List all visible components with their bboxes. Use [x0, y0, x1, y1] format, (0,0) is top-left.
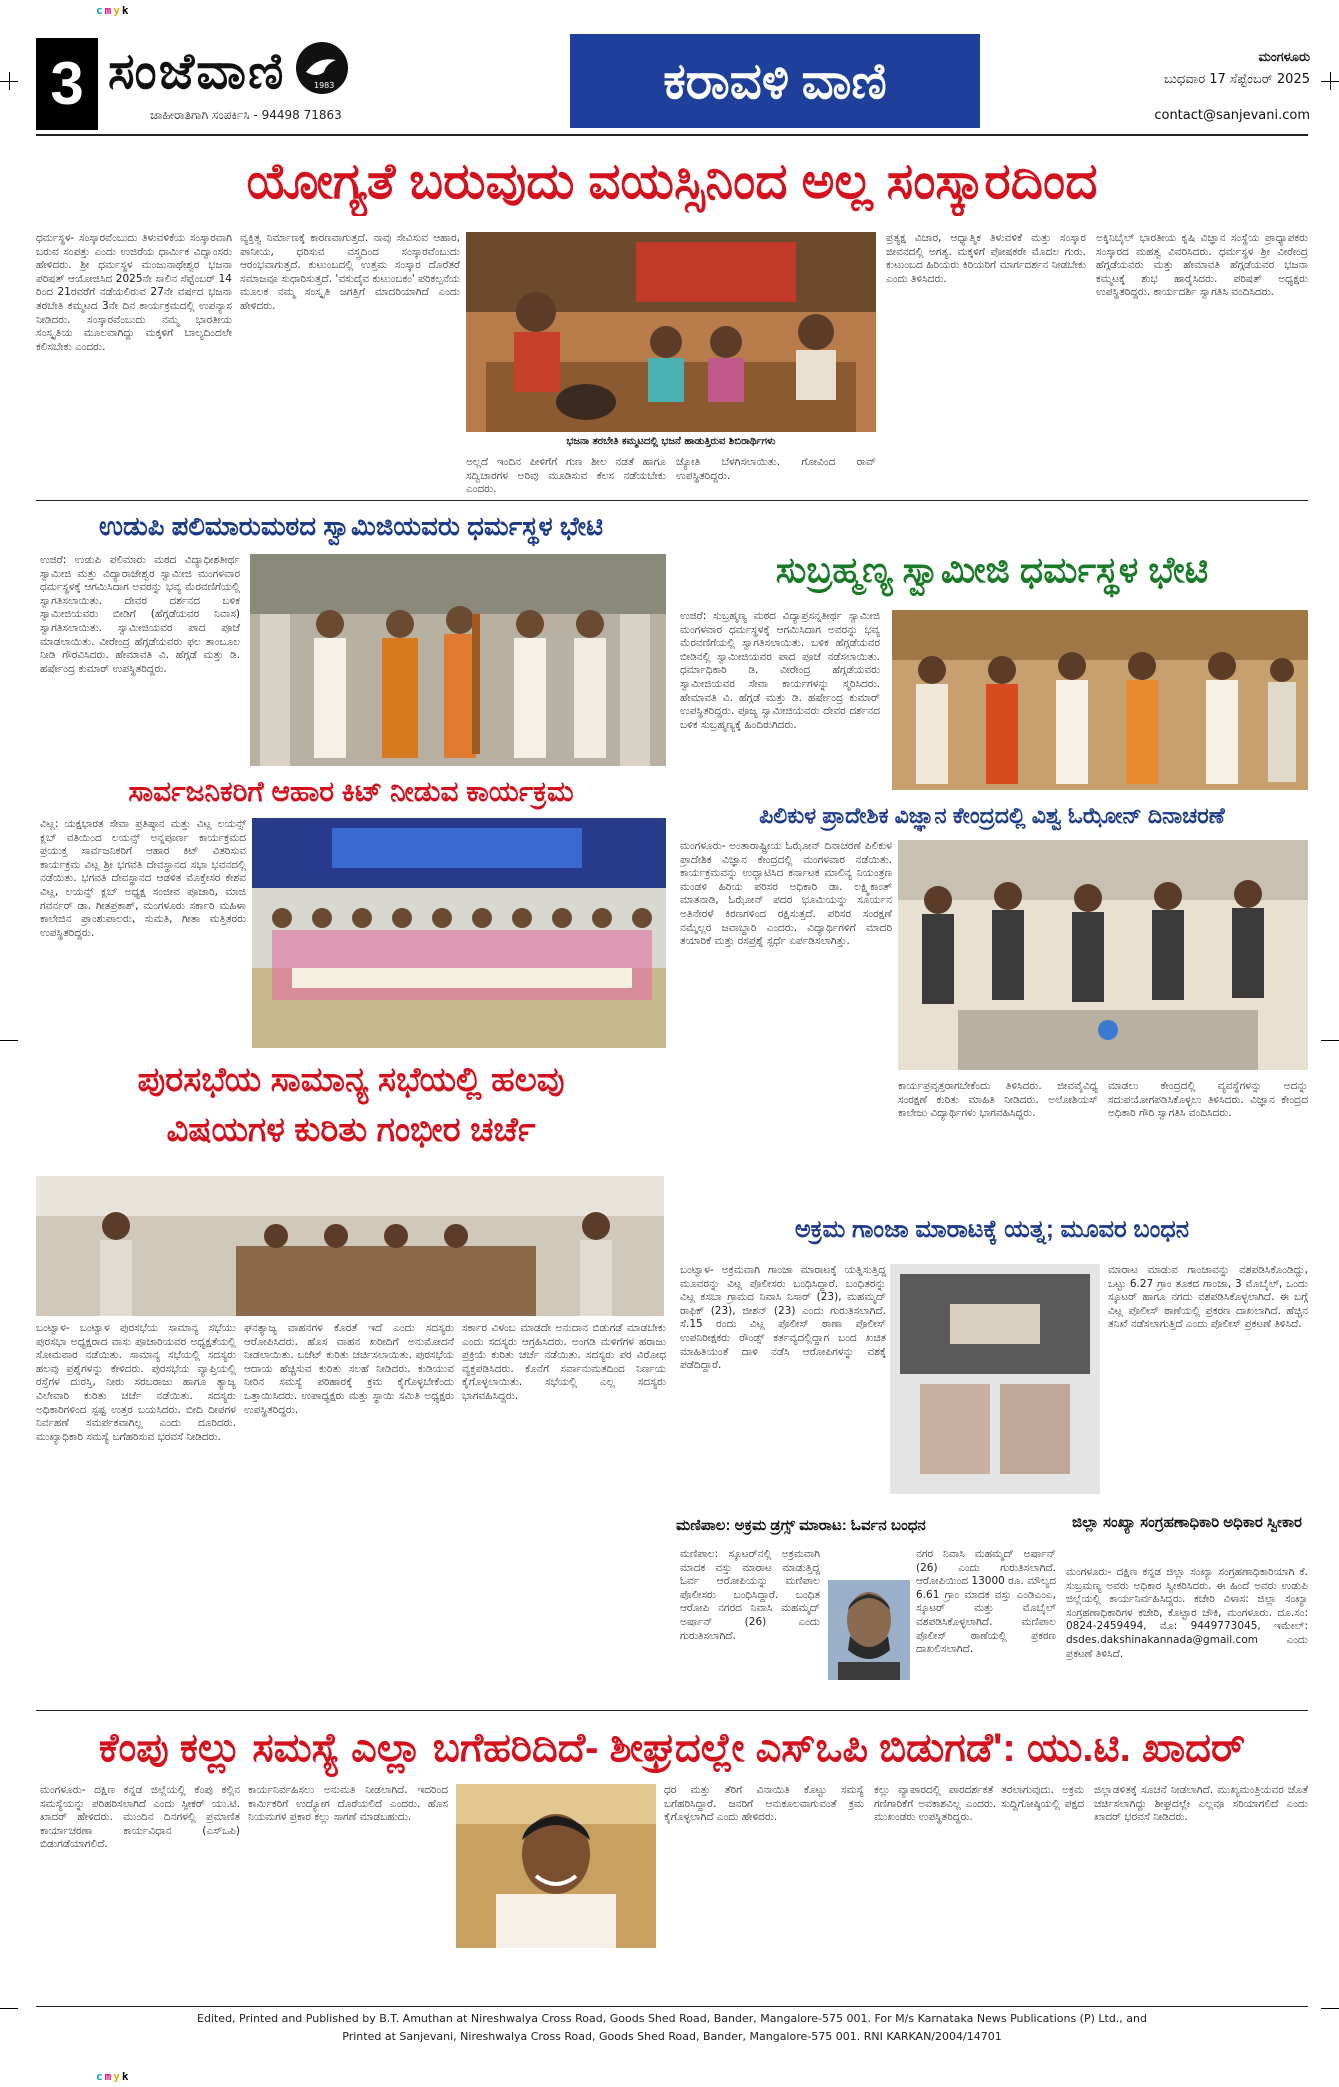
municipal-col-1: ಬಂಟ್ವಾಳ- ಬಂಟ್ವಾಳ ಪುರಸಭೆಯ ಸಾಮಾನ್ಯ ಸಭೆಯು ಪುರಸಭಾ ಅಧ್ಯಕ್ಷರಾದ ವಾಸು ಪೂಜಾರಿಯವರ ಅಧ್ಯಕ್ಷತೆಯಲ್ಲಿ ಸೋಮವಾರ ನಡೆಯಿತು. ಸಾಮಾನ್ಯ ಸಭೆಯಲ್ಲಿ ಸದಸ್ಯರು ಹಲವು ಪ್ರಶ್ನೆಗಳನ್ನು ಕೇಳಿದರು. ಪುರಸಭೆಯ ವ್ಯಾಪ್ತಿಯಲ್ಲಿ ರಸ್ತೆಗಳ ದುರಸ್ತಿ, ನೀರು ಸರಬರಾಜು ಹಾಗೂ ತ್ಯಾಜ್ಯ ವಿಲೇವಾರಿ ಕುರಿತು ಚರ್ಚೆ ನಡೆಯಿತು. ಸದಸ್ಯರು ಅಧಿಕಾರಿಗಳಿಂದ ಸ್ಪಷ್ಟ ಉತ್ತರ ಬಯಸಿದರು. ಬೀದಿ ದೀಪಗಳ ನಿರ್ವಹಣೆ ಸಮರ್ಪಕವಾಗಿಲ್ಲ ಎಂದು ದೂರಿದರು. ಮುಖ್ಯಾಧಿಕಾರಿ ಸಮಸ್ಯೆ ಬಗೆಹರಿಸುವ ಭರವಸೆ ನೀಡಿದರು.: [36, 1322, 236, 1443]
ganja-headline: ಅಕ್ರಮ ಗಾಂಜಾ ಮಾರಾಟಕ್ಕೆ ಯತ್ನ; ಮೂವರ ಬಂಧನ: [794, 1216, 1190, 1243]
khader-col-2: ಕಾರ್ಯನಿರ್ವಹಿಸಲು ಅನುಮತಿ ನೀಡಲಾಗಿದೆ. ಇದರಿಂದ ಕಾರ್ಮಿಕರಿಗೆ ಉದ್ಯೋಗ ದೊರೆಯಲಿದೆ ಎಂದರು. ಹೊಸ ನಿಯಮಗಳ ಪ್ರಕಾರ ಕಲ್ಲು ಸಾಗಣೆ ಮಾಡಬಹುದು.: [248, 1784, 448, 1824]
subrahmanya-headline: ಸುಬ್ರಹ್ಮಣ್ಯ ಸ್ವಾಮೀಜಿ ಧರ್ಮಸ್ಥಳ ಭೇಟಿ: [775, 549, 1209, 590]
municipal-headline-line1: ಪುರಸಭೆಯ ಸಾಮಾನ್ಯ ಸಭೆಯಲ್ಲಿ ಹಲವು: [137, 1061, 565, 1099]
khader-col-4: ಕಲ್ಲು ವ್ಯಾಪಾರದಲ್ಲಿ ಪಾರದರ್ಶಕತೆ ತರಲಾಗುವುದು. ಅಕ್ರಮ ಗಣಿಗಾರಿಕೆಗೆ ಅವಕಾಶವಿಲ್ಲ ಎಂದರು. ಸುದ್ದಿಗೋಷ್ಠಿಯಲ್ಲಿ ಪಕ್ಷದ ಮುಖಂಡರು ಉಪಸ್ಥಿತರಿದ್ದರು.: [874, 1784, 1084, 1824]
cmyk-top-mark: cmyk: [96, 4, 131, 17]
lead-photo-caption: ಭಜನಾ ತರಬೇತಿ ಕಮ್ಮಟದಲ್ಲಿ ಭಜನೆ ಹಾಡುತ್ತಿರುವ ಶಿಬಿರಾರ್ಥಿಗಳು: [566, 436, 776, 447]
masthead-email[interactable]: contact@sanjevani.com: [1154, 108, 1310, 123]
lead-headline: ಯೋಗ್ಯತೆ ಬರುವುದು ವಯಸ್ಸಿನಿಂದ ಅಲ್ಲ ಸಂಸ್ಕಾರದಿಂದ: [246, 153, 1098, 209]
manipal-col-2: ನಗರ ನಿವಾಸಿ ಮಹಮ್ಮದ್ ಅರ್ಷಾನ್ (26) ಎಂದು ಗುರುತಿಸಲಾಗಿದೆ. ಆರೋಪಿಯಿಂದ 13000 ರೂ. ಮೌಲ್ಯದ 6.61 ಗ್ರಾಂ ಮಾದಕ ವಸ್ತು ಎಂಡಿಎಂಎ, ಸ್ಕೂಟರ್ ಮತ್ತು ಮೊಬೈಲ್ ವಶಪಡಿಸಿಕೊಳ್ಳಲಾಗಿದೆ. ಮಣಿಪಾಲ ಪೊಲೀಸ್ ಠಾಣೆಯಲ್ಲಿ ಪ್ರಕರಣ ದಾಖಲಿಸಲಾಗಿದೆ.: [916, 1548, 1056, 1656]
khader-top-rule: [36, 1710, 1308, 1711]
manipal-accused-photo: [828, 1580, 910, 1680]
lead-photo-bhajan: [466, 232, 876, 432]
lead-col-3-below: ಅಲ್ಲದೆ ಇಂದಿನ ಪೀಳಿಗೆಗೆ ಗುಣ ಶೀಲ ನಡತೆ ಹಾಗೂ ಸದ್ವಿಚಾರಗಳ ಅರಿವು ಮೂಡಿಸುವ ಕೆಲಸ ನಡೆಯಬೇಕು ಎಂದರು.: [466, 456, 666, 496]
ganja-photo: [890, 1264, 1100, 1494]
municipal-photo: [36, 1176, 664, 1316]
footer-rule: [36, 2006, 1308, 2007]
edition-banner: [570, 34, 980, 128]
masthead-rule: [36, 134, 1308, 136]
kit-photo: [252, 818, 666, 1048]
masthead-date: ಬುಧವಾರ 17 ಸೆಪ್ಟೆಂಬರ್ 2025: [1163, 72, 1310, 87]
khader-col-1: ಮಂಗಳೂರು- ದಕ್ಷಿಣ ಕನ್ನಡ ಜಿಲ್ಲೆಯಲ್ಲಿ ಕೆಂಪು ಕಲ್ಲಿನ ಸಮಸ್ಯೆಯನ್ನು ಪರಿಹರಿಸಲಾಗಿದೆ ಎಂದು ಸ್ಪೀಕರ್ ಯು.ಟಿ. ಖಾದರ್ ಹೇಳಿದರು. ಮುಂದಿನ ದಿನಗಳಲ್ಲಿ ಪ್ರಮಾಣಿತ ಕಾರ್ಯಾಚರಣಾ ಕಾರ್ಯವಿಧಾನ (ಎಸ್‌ಒಪಿ) ಬಿಡುಗಡೆಯಾಗಲಿದೆ.: [40, 1784, 240, 1851]
lead-col-2: ವ್ಯಕ್ತಿತ್ವ ನಿರ್ಮಾಣಕ್ಕೆ ಕಾರಣವಾಗುತ್ತದೆ. ನಾವು ಸೇವಿಸುವ ಆಹಾರ, ಪಾನೀಯ, ಧರಿಸುವ ವಸ್ತ್ರದಿಂದ ಸಂಸ್ಕಾರವೆಂಬುದು ಆರಂಭವಾಗುತ್ತದೆ. ಕುಟುಂಬದಲ್ಲಿ ಉತ್ತಮ ಸಂಸ್ಕಾರ ದೊರೆತರೆ ಸಮಾಜವೂ ಸುಧಾರಿಸುತ್ತದೆ. 'ವಸುದೈವ ಕುಟುಂಬಕಂ' ಪರಿಕಲ್ಪನೆಯ ಮೂಲಕ ನಮ್ಮ ಸಂಸ್ಕೃತಿ ಜಗತ್ತಿಗೆ ಮಾದರಿಯಾಗಿದೆ ಎಂದು ಹೇಳಿದರು.: [240, 232, 460, 312]
kit-text: ವಿಟ್ಲ: ಯಕ್ಷಭಾರತ ಸೇವಾ ಪ್ರತಿಷ್ಠಾನ ಮತ್ತು ವಿಟ್ಲ ಲಯನ್ಸ್ ಕ್ಲಬ್ ವತಿಯಿಂದ ಲಯನ್ಸ್ ಅನ್ನಪೂರ್ಣ ಕಾರ್ಯಕ್ರಮದ ಪ್ರಯುಕ್ತ ಸಾರ್ವಜನಿಕರಿಗೆ ಆಹಾರ ಕಿಟ್ ವಿತರಿಸುವ ಕಾರ್ಯಕ್ರಮ ವಿಟ್ಲ ಶ್ರೀ ಭಗವತಿ ದೇವಸ್ಥಾನದ ಸಭಾ ಭವನದಲ್ಲಿ ನಡೆಯಿತು. ಭಗವತಿ ದೇವಸ್ಥಾನದ ಆಡಳಿತ ಮೊಕ್ತೇಸರ ಕೇಶವ ವಿಟ್ಲ, ಲಯನ್ಸ್ ಕ್ಲಬ್ ಅಧ್ಯಕ್ಷ ಸಂಜೀವ ಪೂಜಾರಿ, ಮಾಜಿ ಗವರ್ನರ್ ಡಾ. ಗೀತಪ್ರಕಾಶ್, ಮಂಗಳೂರು ಸರ್ಕಾರಿ ಮಹಿಳಾ ಕಾಲೇಜಿನ ಪ್ರಾಂಶುಪಾಲರು, ಸುಮತಿ, ಗೀತಾ ಮತ್ತಿತರರು ಉಪಸ್ಥಿತರಿದ್ದರು.: [40, 818, 246, 939]
lead-col-4-below: ಜ್ಯೋತಿ ಬೆಳಗಿಸಲಾಯಿತು. ಗೋವಿಂದ ರಾವ್ ಉಪಸ್ಥಿತರಿದ್ದರು.: [676, 456, 876, 482]
khader-headline: ಕೆಂಪು ಕಲ್ಲು ಸಮಸ್ಯೆ ಎಲ್ಲಾ ಬಗೆಹರಿದಿದೆ- ಶೀಘ್ರದಲ್ಲೇ ಎಸ್‌ಒಪಿ ಬಿಡುಗಡೆ': ಯು.ಟಿ. ಖಾದರ್: [98, 1726, 1246, 1770]
lead-bottom-rule: [36, 500, 1308, 501]
cmyk-bottom-mark: cmyk: [96, 2070, 131, 2083]
khader-col-3: ಧರ ಮತ್ತು ತೆರಿಗೆ ವಿನಾಯಿತಿ ಕೊಟ್ಟು ಸಮಸ್ಯೆ ಬಗೆಹರಿಸಿದ್ದಾರೆ. ಜನರಿಗೆ ಅನುಕೂಲವಾಗುವಂತೆ ಕ್ರಮ ಕೈಗೊಳ್ಳಲಾಗಿದೆ ಎಂದು ಹೇಳಿದರು.: [664, 1784, 864, 1824]
khader-photo: [456, 1784, 656, 1948]
pilikula-col-2: ಕಾರ್ಯಪ್ರವೃತ್ತರಾಗಬೇಕೆಂದು ತಿಳಿಸಿದರು. ಜೀವವೈವಿಧ್ಯ ಸಂರಕ್ಷಣೆ ಕುರಿತು ಮಾಹಿತಿ ನೀಡಿದರು. ಅಲೋಶಿಯಸ್ ಕಾಲೇಜು ವಿದ್ಯಾರ್ಥಿಗಳು ಭಾಗವಹಿಸಿದ್ದರು.: [898, 1080, 1098, 1120]
lead-col-5: ಪ್ರತ್ಯಕ್ಷ ವಿಚಾರ, ಆಧ್ಯಾತ್ಮಿಕ ತಿಳುವಳಿಕೆ ಮತ್ತು ಸಂಸ್ಕಾರ ಜೀವನದಲ್ಲಿ ಅಗತ್ಯ. ಮಕ್ಕಳಿಗೆ ಪೋಷಕರೇ ಮೊದಲ ಗುರು. ಕುಟುಂಬದ ಹಿರಿಯರು ಕಿರಿಯರಿಗೆ ಮಾರ್ಗದರ್ಶನ ನೀಡಬೇಕು ಎಂದು ತಿಳಿಸಿದರು.: [886, 232, 1086, 285]
dove-icon: [296, 42, 348, 94]
crop-mark-right-v: [1330, 72, 1331, 90]
crop-mark-left-3: [0, 2008, 18, 2009]
lead-col-1: ಧರ್ಮಸ್ಥಳ- ಸಂಸ್ಕಾರವೆಂಬುದು ತಿಳುವಳಿಕೆಯ ಸಂಸ್ಕಾರವಾಗಿ ಬರುವ ಸಂಪತ್ತು ಎಂದು ಉಜಿರೆಯ ಧಾರ್ಮಿಕ ವಿದ್ವಾಂಸರು ಹೇಳಿದರು. ಶ್ರೀ ಧರ್ಮಸ್ಥಳ ಮಂಜುನಾಥೇಶ್ವರ ಭಜನಾ ಪರಿಷತ್ ಆಯೋಜಿಸಿದ 2025ನೇ ಸಾಲಿನ ಸೆಪ್ಟೆಂಬರ್ 14 ರಿಂದ 21ರವರೆಗೆ ನಡೆಯಲಿರುವ 27ನೇ ವರ್ಷದ ಭಜನಾ ತರಬೇತಿ ಕಮ್ಮಟದ 3ನೇ ದಿನ ಕಾರ್ಯಕ್ರಮದಲ್ಲಿ ಉಪನ್ಯಾಸ ನೀಡಿದರು. ಸಂಸ್ಕಾರವೆಂಬುದು ನಮ್ಮ ಭಾರತೀಯ ಸಂಸ್ಕೃತಿಯ ಮೂಲವಾಗಿದ್ದು ಮಕ್ಕಳಿಗೆ ಬಾಲ್ಯದಿಂದಲೇ ಕಲಿಸಬೇಕು ಎಂದರು.: [36, 232, 232, 353]
footer-imprint-line-1: Edited, Printed and Published by B.T. Amuthan at Nireshwalya Cross Road, Goods Shed Road, Bander, Mangalore-575 001. For M/s Karnataka News Publications (P) Ltd., and: [197, 2012, 1147, 2025]
crop-mark-left-2: [0, 1040, 18, 1041]
crop-mark-right-2: [1321, 1040, 1339, 1041]
edition-name: ಕರಾವಳಿ ವಾಣಿ: [663, 53, 887, 109]
pilikula-headline: ಪಿಲಿಕುಳ ಪ್ರಾದೇಶಿಕ ವಿಜ್ಞಾನ ಕೇಂದ್ರದಲ್ಲಿ ವಿಶ್ವ ಓಝೋನ್ ದಿನಾಚರಣೆ: [759, 803, 1225, 828]
ad-contact-label: ಜಾಹೀರಾತಿಗಾಗಿ ಸಂಪರ್ಕಿಸಿ - 94498 71863: [150, 108, 342, 122]
municipal-col-3: ಸರ್ಕಾರ ವಿಳಂಬ ಮಾಡದೇ ಅನುದಾನ ಬಿಡುಗಡೆ ಮಾಡಬೇಕು ಎಂದು ಸದಸ್ಯರು ಆಗ್ರಹಿಸಿದರು. ಅಂಗಡಿ ಮಳಿಗೆಗಳ ಹರಾಜು ಪ್ರಕ್ರಿಯೆ ಕುರಿತು ಚರ್ಚೆ ನಡೆಯಿತು. ಸದಸ್ಯರು ಪರ ವಿರೋಧ ವ್ಯಕ್ತಪಡಿಸಿದರು. ಕೊನೆಗೆ ಸರ್ವಾನುಮತದಿಂದ ನಿರ್ಣಯ ಕೈಗೊಳ್ಳಲಾಯಿತು. ಸಭೆಯಲ್ಲಿ ಎಲ್ಲ ಸದಸ್ಯರು ಭಾಗವಹಿಸಿದ್ದರು.: [462, 1322, 666, 1402]
municipal-headline-line2: ವಿಷಯಗಳ ಕುರಿತು ಗಂಭೀರ ಚರ್ಚೆ: [166, 1111, 536, 1149]
collector-headline: ಜಿಲ್ಲಾ ಸಂಖ್ಯಾ ಸಂಗ್ರಹಣಾಧಿಕಾರಿ ಅಧಿಕಾರ ಸ್ವೀಕಾರ: [1072, 1514, 1302, 1531]
paper-name: ಸಂಜೆವಾಣಿ: [108, 43, 286, 99]
masthead-city: ಮಂಗಳೂರು: [1258, 50, 1310, 65]
pilikula-text: ಮಂಗಳೂರು- ಅಂತಾರಾಷ್ಟ್ರೀಯ ಓಝೋನ್ ದಿನಾಚರಣೆ ಪಿಲಿಕುಳ ಪ್ರಾದೇಶಿಕ ವಿಜ್ಞಾನ ಕೇಂದ್ರದಲ್ಲಿ ಮಂಗಳವಾರ ನಡೆಯಿತು. ಕಾರ್ಯಕ್ರಮವನ್ನು ಉದ್ಘಾಟಿಸಿದ ಕರ್ನಾಟಕ ಮಾಲಿನ್ಯ ನಿಯಂತ್ರಣ ಮಂಡಳಿ ಹಿರಿಯ ಪರಿಸರ ಅಧಿಕಾರಿ ಡಾ. ಲಕ್ಷ್ಮಿಕಾಂತ್ ಮಾತನಾಡಿ, ಓಝೋನ್ ಪದರ ಭೂಮಿಯನ್ನು ಸೂರ್ಯನ ಅತಿನೇರಳೆ ಕಿರಣಗಳಿಂದ ರಕ್ಷಿಸುತ್ತದೆ. ಪರಿಸರ ಸಂರಕ್ಷಣೆ ನಮ್ಮೆಲ್ಲರ ಜವಾಬ್ದಾರಿ ಎಂದರು. ವಿದ್ಯಾರ್ಥಿಗಳಿಗೆ ಮಾದರಿ ತಯಾರಿಕೆ ಮತ್ತು ರಸಪ್ರಶ್ನೆ ಸ್ಪರ್ಧೆ ಏರ್ಪಡಿಸಲಾಗಿತ್ತು.: [680, 840, 892, 948]
pilikula-photo: [898, 840, 1308, 1070]
logo-year-mark: 1983: [314, 81, 335, 90]
udupi-headline: ಉಡುಪಿ ಪಲಿಮಾರುಮಠದ ಸ್ವಾಮಿಜಿಯವರು ಧರ್ಮಸ್ಥಳ ಭೇಟಿ: [98, 511, 604, 541]
masthead-paper-logo: [108, 36, 528, 106]
ganja-col-2: ಮಾರಾಟ ಮಾಡುವ ಗಾಂಜಾವನ್ನು ವಶಪಡಿಸಿಕೊಂಡಿದ್ದು, ಒಟ್ಟು 6.27 ಗ್ರಾಂ ತೂಕದ ಗಾಂಜಾ, 3 ಮೊಬೈಲ್, ಒಂದು ಸ್ಕೂಟರ್ ಹಾಗೂ ನಗದು ವಶಪಡಿಸಿಕೊಳ್ಳಲಾಗಿದೆ. ಈ ಬಗ್ಗೆ ವಿಟ್ಲ ಪೊಲೀಸ್ ಠಾಣೆಯಲ್ಲಿ ಪ್ರಕರಣ ದಾಖಲಾಗಿದೆ. ಹೆಚ್ಚಿನ ತನಿಖೆ ನಡೆಸಲಾಗುತ್ತಿದೆ ಎಂದು ಪೊಲೀಸ್ ಪ್ರಕಟಣೆ ತಿಳಿಸಿದೆ.: [1108, 1264, 1308, 1331]
page-number: 3: [36, 38, 98, 130]
manipal-text: ಮಣಿಪಾಲ: ಸ್ಕೂಟರ್‌ನಲ್ಲಿ ಅಕ್ರಮವಾಗಿ ಮಾದಕ ವಸ್ತು ಮಾರಾಟ ಮಾಡುತ್ತಿದ್ದ ಓರ್ವ ಆರೋಪಿಯನ್ನು ಮಣಿಪಾಲ ಪೊಲೀಸರು ಬಂಧಿಸಿದ್ದಾರೆ. ಬಂಧಿತ ಆರೋಪಿ ನಗರದ ನಿವಾಸಿ ಮಹಮ್ಮದ್ ಅರ್ಷಾನ್ (26) ಎಂದು ಗುರುತಿಸಲಾಗಿದೆ.: [680, 1548, 820, 1642]
kit-headline: ಸಾರ್ವಜನಿಕರಿಗೆ ಆಹಾರ ಕಿಟ್ ನೀಡುವ ಕಾರ್ಯಕ್ರಮ: [128, 776, 574, 807]
pilikula-col-3: ಮಾಡಲು ಕೇಂದ್ರದಲ್ಲಿ ವ್ಯವಸ್ಥೆಗಳನ್ನು ಅದನ್ನು ಸದುಪಯೋಗಪಡಿಸಿಕೊಳ್ಳಲು ತಿಳಿಸಿದರು. ವಿಜ್ಞಾನ ಕೇಂದ್ರದ ಅಧಿಕಾರಿ ಗೌರಿ ಸ್ವಾಗತಿಸಿ ವಂದಿಸಿದರು.: [1108, 1080, 1308, 1120]
manipal-headline: ಮಣಿಪಾಲ: ಅಕ್ರಮ ಡ್ರಗ್ಸ್ ಮಾರಾಟ: ಓರ್ವನ ಬಂಧನ: [676, 1517, 926, 1534]
crop-mark-right-3: [1321, 2008, 1339, 2009]
ganja-text: ಬಂಟ್ವಾಳ- ಅಕ್ರಮವಾಗಿ ಗಾಂಜಾ ಮಾರಾಟಕ್ಕೆ ಯತ್ನಿಸುತ್ತಿದ್ದ ಮೂವರನ್ನು ವಿಟ್ಲ ಪೊಲೀಸರು ಬಂಧಿಸಿದ್ದಾರೆ. ಬಂಧಿತರನ್ನು ವಿಟ್ಲ ಕಸಬಾ ಗ್ರಾಮದ ನಿವಾಸಿ ನಿಸಾರ್ (23), ಮಹಮ್ಮದ್ ರಾಫಿಕ್ (23), ಜೀಶನ್ (23) ಎಂದು ಗುರುತಿಸಲಾಗಿದೆ. ಸೆ.15 ರಂದು ವಿಟ್ಲ ಪೊಲೀಸ್ ಠಾಣಾ ಪೊಲೀಸ್ ಉಪನಿರೀಕ್ಷಕರು ರೌಂಡ್ಸ್ ಕರ್ತವ್ಯದಲ್ಲಿದ್ದಾಗ ಬಂದ ಖಚಿತ ಮಾಹಿತಿಯಂತೆ ದಾಳಿ ನಡೆಸಿ ಆರೋಪಿಗಳನ್ನು ವಶಕ್ಕೆ ಪಡೆದಿದ್ದಾರೆ.: [680, 1264, 886, 1372]
footer-imprint-line-2: Printed at Sanjevani, Nireshwalya Cross Road, Goods Shed Road, Bander, Mangalore-575 001. RNI KARKAN/2004/14701: [342, 2030, 1002, 2043]
crop-mark-left-v: [9, 72, 10, 90]
collector-text: ಮಂಗಳೂರು- ದಕ್ಷಿಣ ಕನ್ನಡ ಜಿಲ್ಲಾ ಸಂಖ್ಯಾ ಸಂಗ್ರಹಣಾಧಿಕಾರಿಯಾಗಿ ಕೆ. ಸುಬ್ರಮಣ್ಯ ಅವರು ಅಧಿಕಾರ ಸ್ವೀಕರಿಸಿದರು. ಈ ಹಿಂದೆ ಅವರು ಉಡುಪಿ ಜಿಲ್ಲೆಯಲ್ಲಿ ಕಾರ್ಯನಿರ್ವಹಿಸಿದ್ದರು. ಕಚೇರಿ ವಿಳಾಸ: ಜಿಲ್ಲಾ ಸಂಖ್ಯಾ ಸಂಗ್ರಹಣಾಧಿಕಾರಿಗಳ ಕಚೇರಿ, ಕೊಟ್ಟಾರ ಚೌಕಿ, ಮಂಗಳೂರು. ದೂ.ಸಂ: 0824-2459494, ಮೊ: 9449773045, ಇಮೇಲ್: dsdes.dakshinakannada@gmail.com ಎಂದು ಪ್ರಕಟಣೆ ತಿಳಿಸಿದೆ.: [1066, 1566, 1308, 1660]
khader-col-5: ಜಿಲ್ಲಾಡಳಿತಕ್ಕೆ ಸೂಚನೆ ನೀಡಲಾಗಿದೆ. ಮುಖ್ಯಮಂತ್ರಿಯವರ ಜೊತೆ ಚರ್ಚಿಸಲಾಗಿದ್ದು ಶೀಘ್ರದಲ್ಲೇ ಎಲ್ಲವೂ ಸರಿಯಾಗಲಿದೆ ಎಂದು ಖಾದರ್ ಭರವಸೆ ನೀಡಿದರು.: [1094, 1784, 1308, 1824]
udupi-photo: [250, 554, 666, 766]
municipal-col-2: ಘನತ್ಯಾಜ್ಯ ವಾಹನಗಳ ಕೊರತೆ ಇದೆ ಎಂದು ಸದಸ್ಯರು ಆರೋಪಿಸಿದರು. ಹೊಸ ವಾಹನ ಖರೀದಿಗೆ ಅನುಮೋದನೆ ನೀಡಲಾಯಿತು. ಬಜೆಟ್ ಕುರಿತು ಚರ್ಚಿಸಲಾಯಿತು. ಪುರಸಭೆಯ ಆದಾಯ ಹೆಚ್ಚಿಸುವ ಕುರಿತು ಸಲಹೆ ನೀಡಿದರು. ಕುಡಿಯುವ ನೀರಿನ ಸಮಸ್ಯೆ ಪರಿಹಾರಕ್ಕೆ ಕ್ರಮ ಕೈಗೊಳ್ಳಬೇಕೆಂದು ಒತ್ತಾಯಿಸಿದರು. ಉಪಾಧ್ಯಕ್ಷರು ಮತ್ತು ಸ್ಥಾಯಿ ಸಮಿತಿ ಅಧ್ಯಕ್ಷರು ಉಪಸ್ಥಿತರಿದ್ದರು.: [244, 1322, 454, 1416]
lead-col-6: ಅಕ್ಕಿನಿಬೈಲ್ ಭಾರತೀಯ ಕೃಷಿ ವಿಜ್ಞಾನ ಸಂಸ್ಥೆಯ ಪ್ರಾಧ್ಯಾಪಕರು ಸಂಸ್ಕಾರದ ಮಹತ್ವ ವಿವರಿಸಿದರು. ಧರ್ಮಸ್ಥಳ ಶ್ರೀ ವೀರೇಂದ್ರ ಹೆಗ್ಗಡೆಯವರು ಮತ್ತು ಹೇಮಾವತಿ ಹೆಗ್ಗಡೆಯವರ ಭಜನಾ ಕಮ್ಮಟಕ್ಕೆ ಶುಭ ಹಾರೈಸಿದರು. ಪರಿಷತ್ ಅಧ್ಯಕ್ಷರು ಉಪಸ್ಥಿತರಿದ್ದರು. ಕಾರ್ಯದರ್ಶಿ ಸ್ವಾಗತಿಸಿ ವಂದಿಸಿದರು.: [1096, 232, 1308, 299]
subrahmanya-text: ಉಜಿರೆ: ಸುಬ್ರಹ್ಮಣ್ಯ ಮಠದ ವಿದ್ಯಾಪ್ರಸನ್ನತೀರ್ಥ ಸ್ವಾಮೀಜಿ ಮಂಗಳವಾರ ಧರ್ಮಸ್ಥಳಕ್ಕೆ ಆಗಮಿಸಿದಾಗ ಅವರನ್ನು ಭವ್ಯ ಮೆರವಣಿಗೆಯಲ್ಲಿ ಸ್ವಾಗತಿಸಲಾಯಿತು. ಬಳಿಕ ಹೆಗ್ಗಡೆಯವರ ಬೀಡಿನಲ್ಲಿ ಸ್ವಾಮೀಜಿಯವರ ಪಾದ ಪೂಜೆ ನಡೆಸಲಾಯಿತು. ಧರ್ಮಾಧಿಕಾರಿ ಡಿ. ವೀರೇಂದ್ರ ಹೆಗ್ಗಡೆಯವರು ಸ್ವಾಮೀಜಿಯವರ ಸೇವಾ ಕಾರ್ಯಗಳನ್ನು ಸ್ಮರಿಸಿದರು. ಹೇಮಾವತಿ ವಿ. ಹೆಗ್ಗಡೆ ಮತ್ತು ಡಿ. ಹರ್ಷೇಂದ್ರ ಕುಮಾರ್ ಉಪಸ್ಥಿತರಿದ್ದರು. ಪೂಜ್ಯ ಸ್ವಾಮೀಜಿಯವರು ದೇವರ ದರ್ಶನದ ಬಳಿಕ ಸುಬ್ರಹ್ಮಣ್ಯಕ್ಕೆ ಹಿಂದಿರುಗಿದರು.: [680, 610, 880, 731]
udupi-text: ಉಜಿರೆ: ಉಡುಪಿ ಪಲಿಮಾರು ಮಠದ ವಿದ್ಯಾಧೀಶತೀರ್ಥ ಸ್ವಾಮೀಜಿ ಮತ್ತು ವಿದ್ಯಾರಾಜೇಶ್ವರ ಸ್ವಾಮೀಜಿ ಮಂಗಳವಾರ ಧರ್ಮಸ್ಥಳಕ್ಕೆ ಆಗಮಿಸಿದಾಗ ಅವರನ್ನು ಭವ್ಯ ಮೆರವಣಿಗೆಯಲ್ಲಿ ಸ್ವಾಗತಿಸಲಾಯಿತು. ದೇವರ ದರ್ಶನದ ಬಳಿಕ ಸ್ವಾಮೀಜಿಯವರು ಬೀಡಿಗೆ (ಹೆಗ್ಗಡೆಯವರ ನಿವಾಸ) ಸ್ವಾಗತಿಸಲಾಯಿತು. ಸ್ವಾಮೀಜಿಯವರ ಪಾದ ಪೂಜೆ ಮಾಡಲಾಯಿತು. ವೀರೇಂದ್ರ ಹೆಗ್ಗಡೆಯವರು ಫಲ ತಾಂಬೂಲ ನೀಡಿ ಗೌರವಿಸಿದರು. ಹೇಮಾವತಿ ವಿ. ಹೆಗ್ಗಡೆ ಮತ್ತು ಡಿ. ಹರ್ಷೇಂದ್ರ ಕುಮಾರ್ ಉಪಸ್ಥಿತರಿದ್ದರು.: [40, 554, 240, 675]
subrahmanya-photo: [892, 610, 1308, 790]
